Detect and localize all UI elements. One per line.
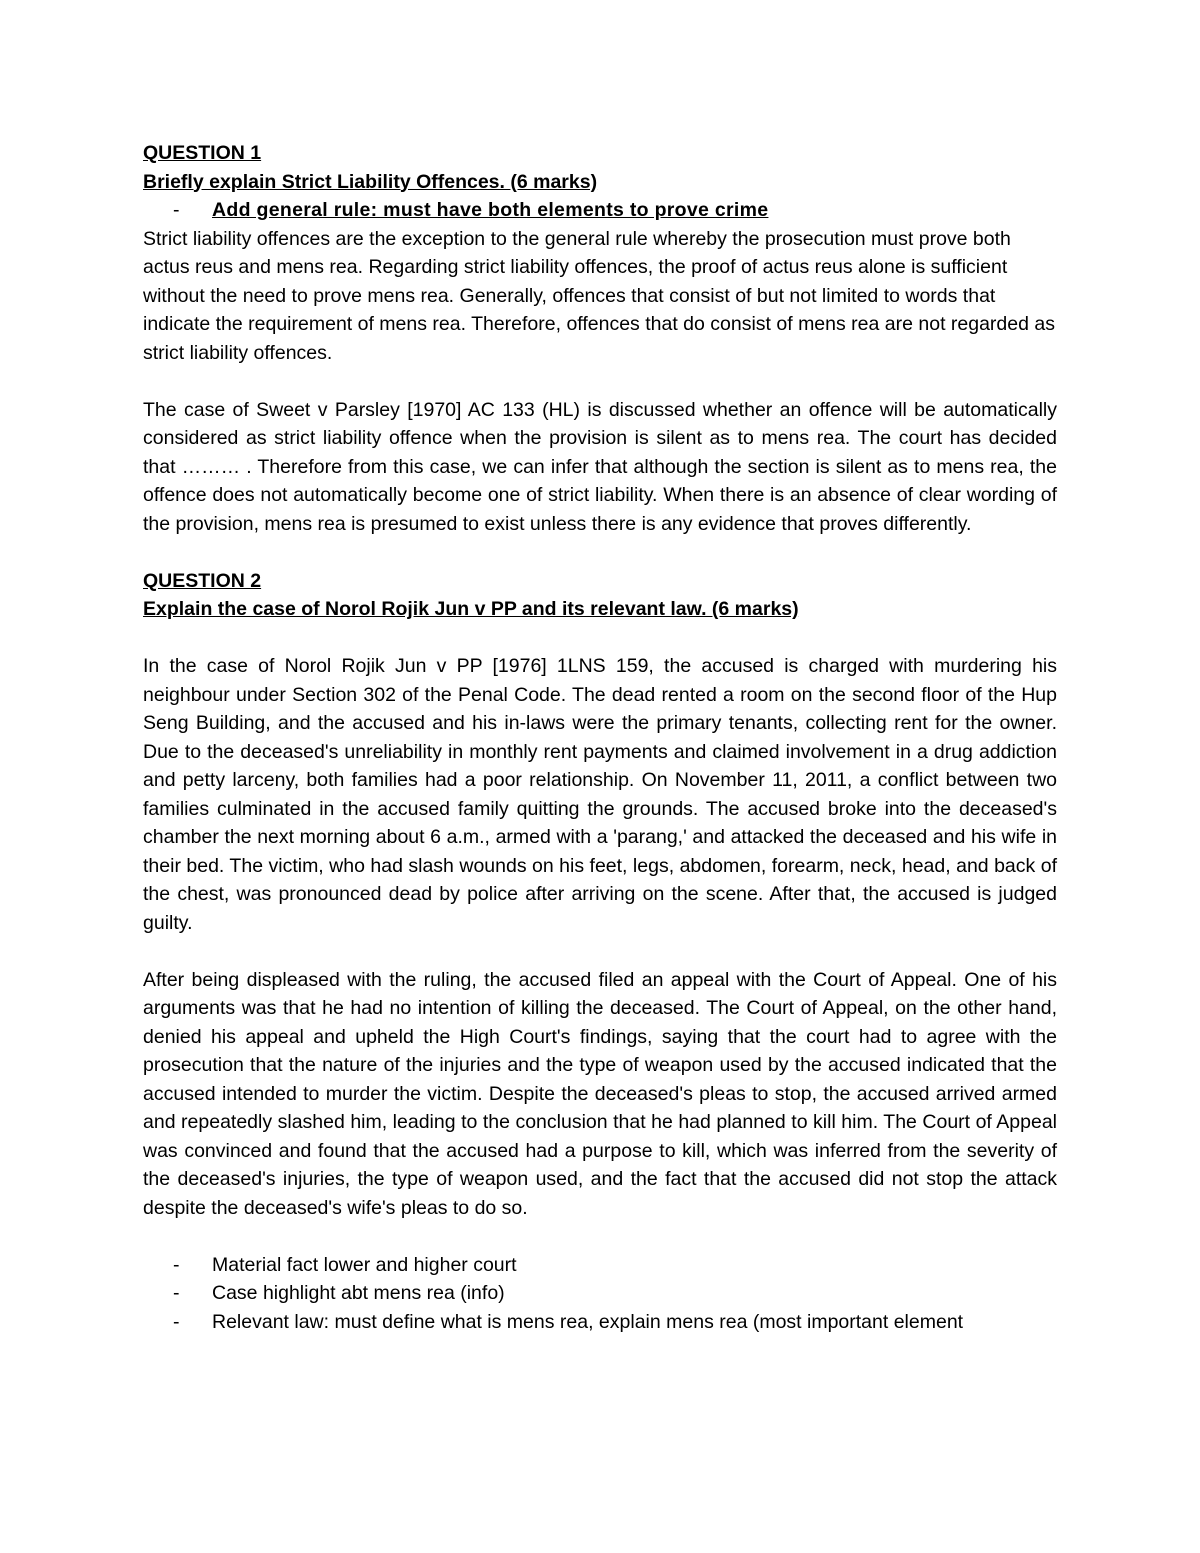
list-item-text: Case highlight abt mens rea (info) <box>212 1282 505 1304</box>
bullet-dash: - <box>173 1310 180 1333</box>
spacer <box>143 367 1057 396</box>
spacer <box>143 624 1057 653</box>
bullet-dash: - <box>173 1253 180 1276</box>
spacer <box>143 538 1057 567</box>
document-page <box>143 139 1057 1336</box>
question-1-note-item <box>143 196 1057 225</box>
bullet-dash: - <box>173 199 180 221</box>
list-item-text: Material fact lower and higher court <box>212 1253 517 1276</box>
question-2-label: QUESTION 2 <box>143 569 262 592</box>
question-1-paragraph-1: Strict liability offences are the exception to the general rule whereby the prosecution must prove both actus reus and mens rea. Regarding strict liability offences, the proof of actus reus alone is sufficient without the need to prove mens rea. Generally, offences that consist of but not limited to words that indicate the requirement of mens rea. Therefore, offences that do consist of mens rea are not regarded as strict liability offences. <box>143 227 1055 364</box>
question-1-prompt: Briefly explain Strict Liability Offences. (6 marks) <box>143 170 598 193</box>
list-item <box>143 1279 1057 1308</box>
question-2-prompt: Explain the case of Norol Rojik Jun v PP and its relevant law. (6 marks) <box>143 598 799 620</box>
question-2-paragraph-1: In the case of Norol Rojik Jun v PP [1976] 1LNS 159, the accused is charged with murdering his neighbour under Section 302 of the Penal Code. The dead rented a room on the second floor of the Hup Seng Building, and the accused and his in-laws were the primary tenants, collecting rent for the owner. Due to the deceased's unreliability in monthly rent payments and claimed involvement in a drug addiction and petty larceny, both families had a poor relationship. On November 11, 2011, a conflict between two families culminated in the accused family quitting the grounds. The accused broke into the deceased's chamber the next morning about 6 a.m., armed with a 'parang,' and attacked the deceased and his wife in their bed. The victim, who had slash wounds on his feet, legs, abdomen, forearm, neck, head, and back of the chest, was pronounced dead by police after arriving on the scene. After that, the accused is judged guilty. <box>143 655 1057 934</box>
question-1-label: QUESTION 1 <box>143 142 262 164</box>
spacer <box>143 937 1057 966</box>
list-item <box>143 1308 1057 1337</box>
list-item <box>143 1251 1057 1280</box>
question-2-paragraph-2: After being displeased with the ruling, the accused filed an appeal with the Court of Appeal. One of his arguments was that he had no intention of killing the deceased. The Court of Appeal, on the other hand, denied his appeal and upheld the High Court's findings, saying that the court had to agree with the prosecution that the nature of the injuries and the type of weapon used by the accused indicated that the accused intended to murder the victim. Despite the deceased's pleas to stop, the accused arrived armed and repeatedly slashed him, leading to the conclusion that he had planned to kill him. The Court of Appeal was convinced and found that the accused had a purpose to kill, which was inferred from the severity of the deceased's injuries, the type of weapon used, and the fact that the accused did not stop the attack despite the deceased's wife's pleas to do so. <box>143 968 1057 1219</box>
spacer <box>143 1222 1057 1251</box>
question-2-notes-list <box>143 1251 1057 1337</box>
list-item-text: Relevant law: must define what is mens rea, explain mens rea (most important element <box>212 1310 964 1333</box>
question-1-paragraph-2: The case of Sweet v Parsley [1970] AC 133 (HL) is discussed whether an offence will be automatically considered as strict liability offence when the provision is silent as to mens rea. The court has decided that ……… . Therefore from this case, we can infer that although the section is silent as to mens rea, the offence does not automatically become one of strict liability. When there is an absence of clear wording of the provision, mens rea is presumed to exist unless there is any evidence that proves differently. <box>143 398 1057 535</box>
question-1-note: Add general rule: must have both elements to prove crime <box>212 199 769 221</box>
bullet-dash: - <box>173 1282 180 1304</box>
